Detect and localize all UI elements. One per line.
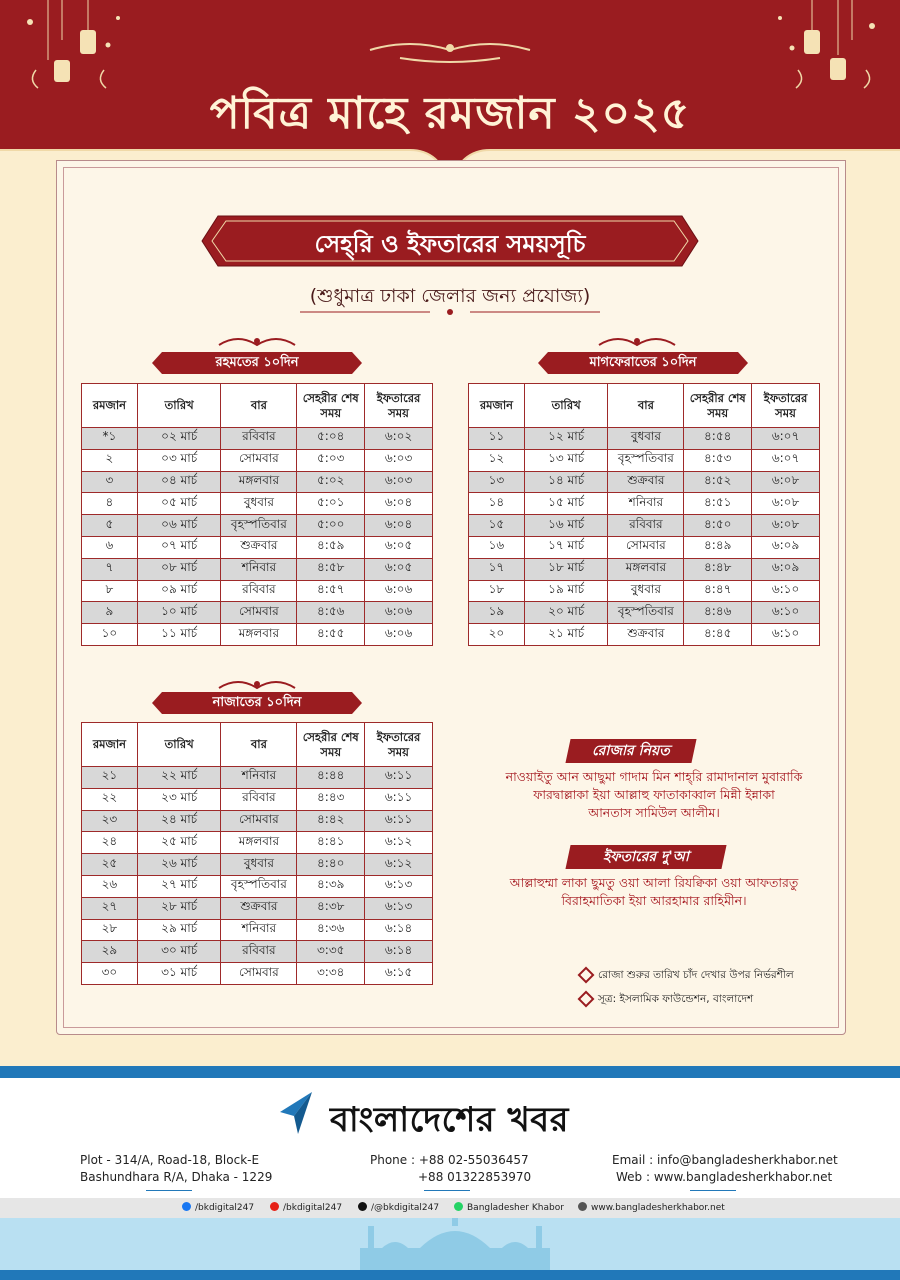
section-label-rahmat: রহমতের ১০দিন <box>162 352 352 374</box>
table-cell: ০৩ মার্চ <box>137 449 221 471</box>
table-cell: ৩ <box>82 471 138 493</box>
table-cell: সোমবার <box>221 602 297 624</box>
table-cell: ৩০ মার্চ <box>137 941 221 963</box>
table-cell: ১৩ <box>469 471 525 493</box>
divider <box>424 1190 470 1191</box>
page-title: পবিত্র মাহে রমজান ২০২৫ <box>209 88 691 139</box>
table-row <box>82 558 433 580</box>
table-row <box>469 515 820 537</box>
table-cell: ৯ <box>82 602 138 624</box>
table-cell: ১৩ মার্চ <box>524 449 608 471</box>
table-cell: ৬:১২ <box>365 832 433 854</box>
table-cell: মঙ্গলবার <box>221 471 297 493</box>
table-cell: ৩:৩৪ <box>297 963 365 985</box>
table-cell: ৬:০৩ <box>365 471 433 493</box>
table-cell: বৃহস্পতিবার <box>608 602 684 624</box>
table-cell: ২৩ মার্চ <box>137 788 221 810</box>
table-cell: শুক্রবার <box>608 471 684 493</box>
table-cell: ৪:৫১ <box>684 493 752 515</box>
column-header: রমজান <box>469 384 525 428</box>
table-cell: ২২ <box>82 788 138 810</box>
tiktok-icon <box>358 1202 367 1211</box>
table-cell: ২ <box>82 449 138 471</box>
table-cell: ৬:০৯ <box>752 536 820 558</box>
table-cell: ১৭ মার্চ <box>524 536 608 558</box>
table-cell: ৫:০২ <box>297 471 365 493</box>
table-cell: ১২ মার্চ <box>524 428 608 450</box>
facebook-icon <box>182 1202 191 1211</box>
column-header: সেহরীর শেষ সময় <box>297 723 365 767</box>
table-cell: ৬:০৮ <box>752 515 820 537</box>
table-cell: ২৬ মার্চ <box>137 854 221 876</box>
table-cell: ৮ <box>82 580 138 602</box>
section-label-magfirat: মাগফেরাতের ১০দিন <box>548 352 738 374</box>
table-row <box>82 536 433 558</box>
table-cell: ২১ <box>82 767 138 789</box>
column-header: সেহরীর শেষ সময় <box>297 384 365 428</box>
table-cell: ৬:০৮ <box>752 493 820 515</box>
table-row <box>82 854 433 876</box>
table-cell: ৬:১০ <box>752 624 820 646</box>
table-cell: ৪:৫৬ <box>297 602 365 624</box>
table-cell: ৬:০৭ <box>752 428 820 450</box>
table-cell: বৃহস্পতিবার <box>221 515 297 537</box>
table-cell: ৪:৫৭ <box>297 580 365 602</box>
tiktok-link[interactable]: /@bkdigital247 <box>358 1202 439 1213</box>
table-cell: ১৯ <box>469 602 525 624</box>
table-row <box>82 875 433 897</box>
footer-phone: Phone : +88 02-55036457 +88 01322853970 <box>370 1153 532 1184</box>
table-cell: বৃহস্পতিবার <box>608 449 684 471</box>
table-cell: মঙ্গলবার <box>221 624 297 646</box>
table-cell: ১৫ মার্চ <box>524 493 608 515</box>
column-header: ইফতারের সময় <box>365 723 433 767</box>
table-row <box>469 558 820 580</box>
table-cell: সোমবার <box>608 536 684 558</box>
roza-niyat-text: নাওয়াইতু আন আছুমা গাদাম মিন শাহ্‌রি রামাদানাল মুবারাকি ফারদ্বাল্লাকা ইয়া আল্লাহু ফাতাকাব্বাল মিন্নী ইন্নাকা আনতাস সামিউল আলীম। <box>505 769 803 820</box>
table-cell: ৫:০১ <box>297 493 365 515</box>
table-cell: ৬:১৩ <box>365 897 433 919</box>
table-cell: ৬:০৩ <box>365 449 433 471</box>
whatsapp-icon <box>454 1202 463 1211</box>
table-cell: ৪:৪৭ <box>684 580 752 602</box>
table-row <box>82 767 433 789</box>
youtube-link[interactable]: /bkdigital247 <box>270 1202 342 1213</box>
table-cell: *১ <box>82 428 138 450</box>
table-cell: ১৮ <box>469 580 525 602</box>
table-cell: ৬:১৩ <box>365 875 433 897</box>
footer-bottom-bar <box>0 1270 900 1280</box>
table-cell: ৪:৫৯ <box>297 536 365 558</box>
table-cell: ৪:৩৮ <box>297 897 365 919</box>
whatsapp-link[interactable]: Bangladesher Khabor <box>454 1202 564 1213</box>
table-cell: বুধবার <box>608 580 684 602</box>
table-cell: ৪:৫৫ <box>297 624 365 646</box>
table-cell: ২৮ <box>82 919 138 941</box>
table-cell: ৪:৫২ <box>684 471 752 493</box>
table-cell: ২৭ মার্চ <box>137 875 221 897</box>
table-cell: ২২ মার্চ <box>137 767 221 789</box>
table-row <box>82 471 433 493</box>
table-cell: ১৮ মার্চ <box>524 558 608 580</box>
table-cell: ১০ <box>82 624 138 646</box>
table-cell: ১৬ মার্চ <box>524 515 608 537</box>
table-cell: বুধবার <box>221 854 297 876</box>
table-cell: ৬:০৫ <box>365 536 433 558</box>
column-header: সেহরীর শেষ সময় <box>684 384 752 428</box>
table-cell: সোমবার <box>221 963 297 985</box>
table-row <box>469 624 820 646</box>
table-row <box>82 919 433 941</box>
table-cell: ৬:০২ <box>365 428 433 450</box>
table-row <box>82 941 433 963</box>
table-cell: বুধবার <box>608 428 684 450</box>
table-cell: মঙ্গলবার <box>221 832 297 854</box>
section-ornament <box>597 335 677 349</box>
table-header-row <box>469 384 820 428</box>
table-cell: ১৪ <box>469 493 525 515</box>
facebook-link[interactable]: /bkdigital247 <box>182 1202 254 1213</box>
table-cell: বুধবার <box>221 493 297 515</box>
table-cell: রবিবার <box>221 428 297 450</box>
table-cell: ০৯ মার্চ <box>137 580 221 602</box>
table-cell: ৬:০৪ <box>365 515 433 537</box>
table-cell: ৩০ <box>82 963 138 985</box>
table-cell: ০৭ মার্চ <box>137 536 221 558</box>
table-cell: ৬:০৬ <box>365 602 433 624</box>
table-row <box>82 788 433 810</box>
section-ornament <box>217 335 297 349</box>
table-cell: ৬:০৬ <box>365 580 433 602</box>
table-cell: ৪:৫৮ <box>297 558 365 580</box>
table-cell: ১২ <box>469 449 525 471</box>
table-row <box>82 897 433 919</box>
table-row <box>82 602 433 624</box>
table-cell: ৬:০৯ <box>752 558 820 580</box>
table-cell: রবিবার <box>221 788 297 810</box>
table-cell: শুক্রবার <box>221 536 297 558</box>
table-cell: ৩:৩৫ <box>297 941 365 963</box>
table-cell: ৪:৪৬ <box>684 602 752 624</box>
table-cell: শনিবার <box>221 558 297 580</box>
table-header-row <box>82 384 433 428</box>
table-cell: ৬:১২ <box>365 854 433 876</box>
table-cell: ০৪ মার্চ <box>137 471 221 493</box>
footer-top-bar <box>0 1066 900 1078</box>
table-cell: ৪:৪৯ <box>684 536 752 558</box>
table-cell: ৪ <box>82 493 138 515</box>
table-row <box>469 536 820 558</box>
table-cell: সোমবার <box>221 449 297 471</box>
table-cell: শনিবার <box>221 767 297 789</box>
youtube-icon <box>270 1202 279 1211</box>
table-cell: সোমবার <box>221 810 297 832</box>
table-cell: ৪:৪৩ <box>297 788 365 810</box>
schedule-table-najat <box>81 722 433 985</box>
table-cell: ০৬ মার্চ <box>137 515 221 537</box>
table-cell: বৃহস্পতিবার <box>221 875 297 897</box>
website-link[interactable]: www.bangladesherkhabor.net <box>578 1202 725 1213</box>
table-cell: ৪:৪০ <box>297 854 365 876</box>
table-cell: শুক্রবার <box>221 897 297 919</box>
table-cell: ৪:৫৪ <box>684 428 752 450</box>
table-cell: শনিবার <box>608 493 684 515</box>
table-cell: ৪:৫০ <box>684 515 752 537</box>
table-cell: রবিবার <box>608 515 684 537</box>
table-cell: ১১ <box>469 428 525 450</box>
table-cell: ৭ <box>82 558 138 580</box>
table-cell: রবিবার <box>221 941 297 963</box>
table-cell: রবিবার <box>221 580 297 602</box>
table-cell: ৬:০৪ <box>365 493 433 515</box>
table-cell: ২৪ <box>82 832 138 854</box>
schedule-title: সেহ্‌রি ও ইফতারের সময়সূচি <box>314 230 586 258</box>
table-cell: ১০ মার্চ <box>137 602 221 624</box>
table-cell: ২৪ মার্চ <box>137 810 221 832</box>
note-source: সূত্র: ইসলামিক ফাউন্ডেশন, বাংলাদেশ <box>598 992 753 1009</box>
schedule-table-magfirat <box>468 383 820 646</box>
column-header: তারিখ <box>137 384 221 428</box>
table-cell: ৪:৪৪ <box>297 767 365 789</box>
table-cell: ৬:০৭ <box>752 449 820 471</box>
table-cell: ৫:০০ <box>297 515 365 537</box>
table-cell: ৪:৩৯ <box>297 875 365 897</box>
table-row <box>82 449 433 471</box>
table-cell: ৫:০৩ <box>297 449 365 471</box>
table-cell: ২১ মার্চ <box>524 624 608 646</box>
note-moon-sighting: রোজা শুরুর তারিখ চাঁদ দেখার উপর নির্ভরশীল <box>598 968 794 985</box>
table-cell: মঙ্গলবার <box>608 558 684 580</box>
table-row <box>469 493 820 515</box>
column-header: ইফতারের সময় <box>752 384 820 428</box>
table-row <box>469 580 820 602</box>
table-row <box>82 810 433 832</box>
table-row <box>469 471 820 493</box>
section-ornament <box>217 678 297 692</box>
table-cell: ৪:৪২ <box>297 810 365 832</box>
divider <box>146 1190 192 1191</box>
table-cell: ৬ <box>82 536 138 558</box>
table-row <box>469 428 820 450</box>
table-row <box>82 428 433 450</box>
table-cell: ২৯ মার্চ <box>137 919 221 941</box>
table-cell: ৬:০৬ <box>365 624 433 646</box>
table-cell: শুক্রবার <box>608 624 684 646</box>
table-cell: ৬:১১ <box>365 810 433 832</box>
table-cell: ২৭ <box>82 897 138 919</box>
table-cell: ১৫ <box>469 515 525 537</box>
footer-address: Plot - 314/A, Road-18, Block-E Bashundhara R/A, Dhaka - 1229 <box>80 1153 273 1184</box>
table-cell: ৬:১৫ <box>365 963 433 985</box>
column-header: তারিখ <box>137 723 221 767</box>
schedule-subtitle: (শুধুমাত্র ঢাকা জেলার জন্য প্রযোজ্য) <box>309 285 591 307</box>
table-cell: ১৯ মার্চ <box>524 580 608 602</box>
table-cell: ৬:১১ <box>365 767 433 789</box>
section-label-najat: নাজাতের ১০দিন <box>162 692 352 714</box>
table-header-row <box>82 723 433 767</box>
table-row <box>469 449 820 471</box>
column-header: রমজান <box>82 723 138 767</box>
column-header: ইফতারের সময় <box>365 384 433 428</box>
table-cell: ০৮ মার্চ <box>137 558 221 580</box>
table-cell: ৪:৩৬ <box>297 919 365 941</box>
table-row <box>82 624 433 646</box>
table-cell: ২৯ <box>82 941 138 963</box>
table-cell: ২৫ <box>82 854 138 876</box>
column-header: তারিখ <box>524 384 608 428</box>
roza-niyat-label: রোজার নিয়ত <box>565 739 696 763</box>
table-cell: ২৮ মার্চ <box>137 897 221 919</box>
brand-logo-text: বাংলাদেশের খবর <box>330 1100 569 1140</box>
table-cell: ২৩ <box>82 810 138 832</box>
footer <box>0 1066 900 1280</box>
subtitle-divider <box>300 308 600 316</box>
table-row <box>82 580 433 602</box>
table-cell: ১৭ <box>469 558 525 580</box>
table-cell: ৩১ মার্চ <box>137 963 221 985</box>
table-cell: ০২ মার্চ <box>137 428 221 450</box>
divider <box>690 1190 736 1191</box>
table-cell: ৪:৪৫ <box>684 624 752 646</box>
table-cell: ১৪ মার্চ <box>524 471 608 493</box>
table-row <box>469 602 820 624</box>
column-header: বার <box>221 723 297 767</box>
iftar-dua-text: আল্লাহুম্মা লাকা ছুমতু ওয়া আলা রিযক্বিকা ওয়া আফতারতু বিরাহমাতিকা ইয়া আরহামার রাহিমীন। <box>509 875 799 908</box>
table-row <box>82 832 433 854</box>
table-row <box>82 493 433 515</box>
globe-icon <box>578 1202 587 1211</box>
table-cell: ১১ মার্চ <box>137 624 221 646</box>
table-row <box>82 963 433 985</box>
table-cell: ৬:০৮ <box>752 471 820 493</box>
table-cell: ৬:১৪ <box>365 941 433 963</box>
table-cell: ৫ <box>82 515 138 537</box>
table-row <box>82 515 433 537</box>
table-cell: ৫:০৪ <box>297 428 365 450</box>
paper-plane-icon <box>276 1090 316 1136</box>
table-cell: ১৬ <box>469 536 525 558</box>
table-cell: ২৫ মার্চ <box>137 832 221 854</box>
table-cell: ৪:৪৮ <box>684 558 752 580</box>
column-header: রমজান <box>82 384 138 428</box>
table-cell: ৬:১১ <box>365 788 433 810</box>
table-cell: ৪:৪১ <box>297 832 365 854</box>
column-header: বার <box>221 384 297 428</box>
table-cell: ২৬ <box>82 875 138 897</box>
table-cell: শনিবার <box>221 919 297 941</box>
table-cell: ৬:১৪ <box>365 919 433 941</box>
schedule-table-rahmat <box>81 383 433 646</box>
table-cell: ৬:০৫ <box>365 558 433 580</box>
table-cell: ২০ মার্চ <box>524 602 608 624</box>
footer-contact: Email : info@bangladesherkhabor.net Web : www.bangladesherkhabor.net <box>612 1153 838 1184</box>
table-cell: ৪:৫৩ <box>684 449 752 471</box>
table-cell: ০৫ মার্চ <box>137 493 221 515</box>
iftar-dua-label: ইফতারের দু'আ <box>565 845 726 869</box>
table-cell: ২০ <box>469 624 525 646</box>
column-header: বার <box>608 384 684 428</box>
social-bar <box>0 1198 900 1218</box>
table-cell: ৬:১০ <box>752 602 820 624</box>
table-cell: ৬:১০ <box>752 580 820 602</box>
